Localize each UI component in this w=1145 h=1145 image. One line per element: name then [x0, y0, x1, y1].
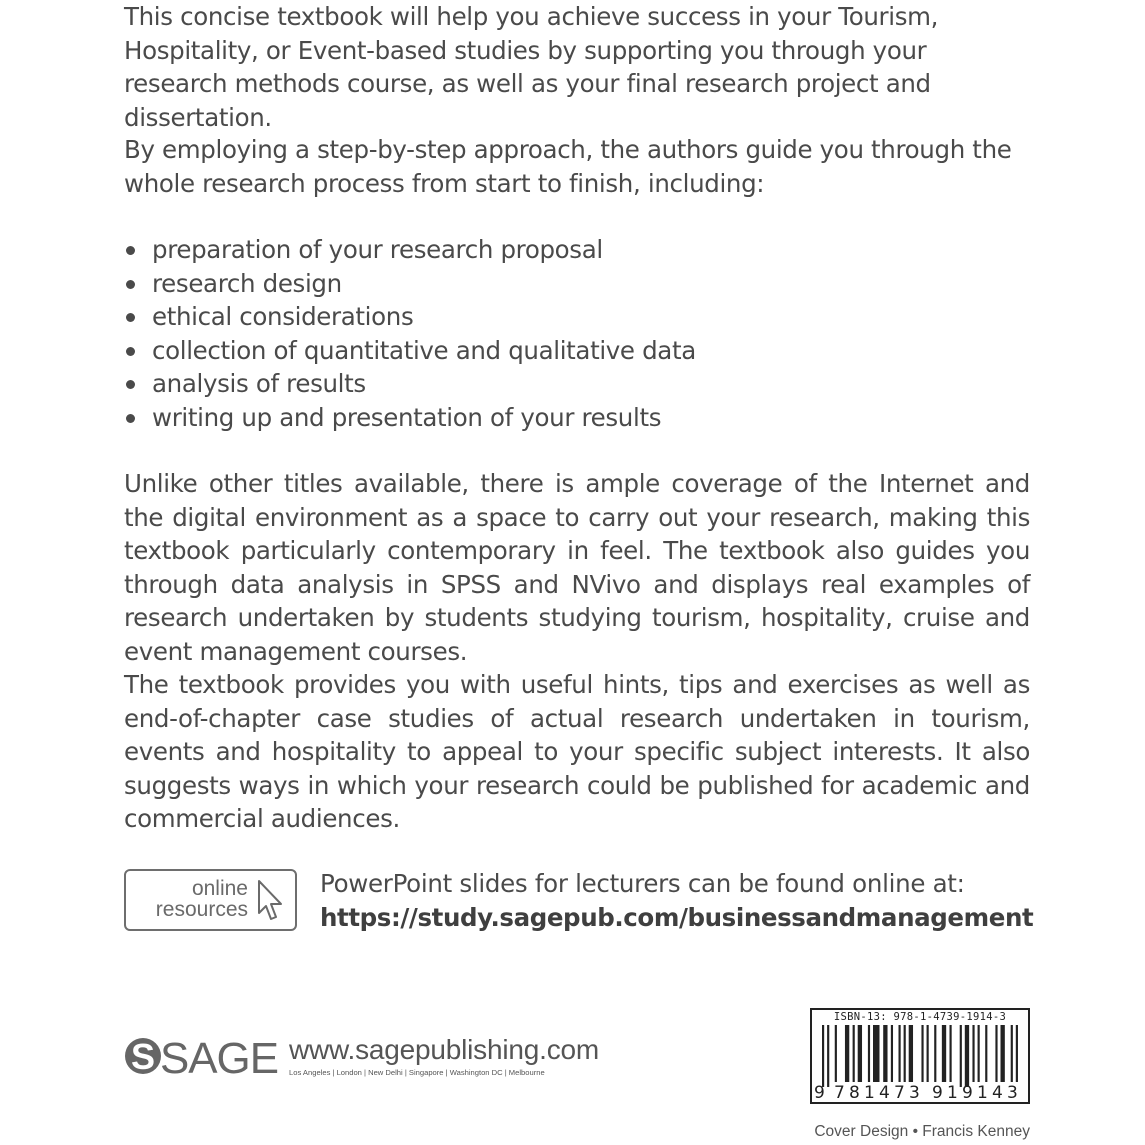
list-item-text: ethical considerations	[152, 302, 414, 331]
barcode-bar	[960, 1025, 962, 1087]
barcode-bar	[822, 1025, 824, 1087]
barcode-bar	[978, 1025, 980, 1082]
barcode-bar	[853, 1025, 855, 1082]
barcode-bar	[883, 1025, 887, 1082]
cover-design-credit: Cover Design • Francis Kenney	[814, 1123, 1030, 1140]
barcode-digit: 9	[814, 1083, 825, 1103]
barcode-digit: 7	[894, 1083, 905, 1103]
bullet-icon	[126, 313, 135, 322]
list-item	[124, 267, 696, 301]
barcode-bar	[965, 1025, 969, 1087]
barcode-bar	[873, 1025, 880, 1082]
barcode-bar	[950, 1025, 952, 1082]
barcode-bar	[972, 1025, 974, 1082]
barcode-bar	[904, 1025, 906, 1082]
barcode-digit: 7	[834, 1083, 845, 1103]
sage-logo-text: SAGE	[160, 1036, 278, 1078]
bullet-icon	[126, 246, 135, 255]
online-resources-description: PowerPoint slides for lecturers can be found online at:	[320, 869, 965, 898]
barcode-digit: 3	[1007, 1083, 1018, 1103]
barcode-bar	[942, 1025, 946, 1082]
isbn-barcode	[810, 1008, 1030, 1104]
list-item-text: research design	[152, 268, 342, 298]
list-item	[124, 367, 696, 401]
list-item-text: analysis of results	[152, 369, 366, 398]
barcode-bar	[835, 1025, 837, 1082]
list-item-text: preparation of your research proposal	[152, 235, 603, 264]
barcode-bar	[845, 1025, 849, 1082]
barcode-bar	[921, 1025, 923, 1082]
barcode-bar	[899, 1025, 901, 1082]
online-resources-badge-label: online resources	[155, 877, 248, 921]
list-item	[124, 233, 696, 267]
list-item-text: writing up and presentation of your results	[152, 402, 662, 432]
barcode-bar	[868, 1025, 870, 1082]
barcode-bar	[985, 1025, 987, 1082]
intro-paragraph: This concise textbook will help you achieve success in your Tourism, Hospitality, or Event-based studies by supporting you through your research methods course, as well as your final research project and dissertation.	[124, 2, 939, 132]
barcode-digit: 4	[992, 1083, 1003, 1103]
barcode-digit: 1	[977, 1083, 988, 1103]
barcode-bar	[891, 1025, 893, 1082]
list-item	[124, 334, 696, 368]
barcode-digit: 8	[849, 1083, 860, 1103]
barcode-digit: 3	[909, 1083, 920, 1103]
barcode-bar	[909, 1025, 913, 1082]
bullet-icon	[126, 414, 135, 423]
coverage-paragraph: Unlike other titles available, there is ample coverage of the Internet and the digital environment as a space to carry out your research, making this textbook particularly contemporary in feel. The textbook also guides you through data analysis in SPSS and NVivo and displays real examples of research undertaken by students studying tourism, hospitality, cruise and event management courses.	[124, 469, 1030, 666]
barcode-bar	[934, 1025, 936, 1082]
barcode-bar	[995, 1025, 997, 1082]
sage-logo	[124, 1036, 284, 1078]
bullet-icon	[126, 280, 135, 289]
isbn-label: ISBN-13: 978-1-4739-1914-3	[833, 1011, 1007, 1023]
bullet-icon	[126, 380, 135, 389]
barcode-bar	[1001, 1025, 1005, 1082]
barcode-bar	[858, 1025, 862, 1082]
barcode-bar	[1011, 1025, 1013, 1082]
list-item	[124, 401, 696, 435]
barcode-bar	[927, 1025, 929, 1082]
online-resources-link[interactable]: https://study.sagepub.com/businessandmanagement	[320, 903, 1034, 932]
publisher-website[interactable]: www.sagepublishing.com	[289, 1034, 599, 1065]
features-paragraph: The textbook provides you with useful hints, tips and exercises as well as end-of-chapter case studies of actual research undertaken in tourism, events and hospitality to appeal to your specific subject interests. It also suggests ways in which your research could be published for academic and commercial audiences.	[124, 670, 1030, 833]
list-item	[124, 300, 696, 334]
barcode-digit: 4	[879, 1083, 890, 1103]
svg-text:S: S	[130, 1036, 156, 1077]
barcode-bar	[827, 1025, 829, 1087]
barcode-digit: 9	[962, 1083, 973, 1103]
barcode-digit: 1	[864, 1083, 875, 1103]
barcode-digits	[812, 1083, 1028, 1103]
barcode-digit: 1	[947, 1083, 958, 1103]
cursor-arrow-icon	[256, 879, 286, 923]
publisher-cities: Los Angeles | London | New Delhi | Singapore | Washington DC | Melbourne	[289, 1068, 545, 1077]
list-item-text: collection of quantitative and qualitative data	[152, 335, 696, 365]
online-resources-badge[interactable]	[124, 869, 297, 931]
barcode-digit: 9	[932, 1083, 943, 1103]
research-process-list	[124, 233, 696, 434]
barcode-bar	[1016, 1025, 1018, 1082]
bullet-icon	[126, 347, 135, 356]
approach-paragraph: By employing a step-by-step approach, the authors guide you through the whole research process from start to finish, including:	[124, 135, 1012, 198]
